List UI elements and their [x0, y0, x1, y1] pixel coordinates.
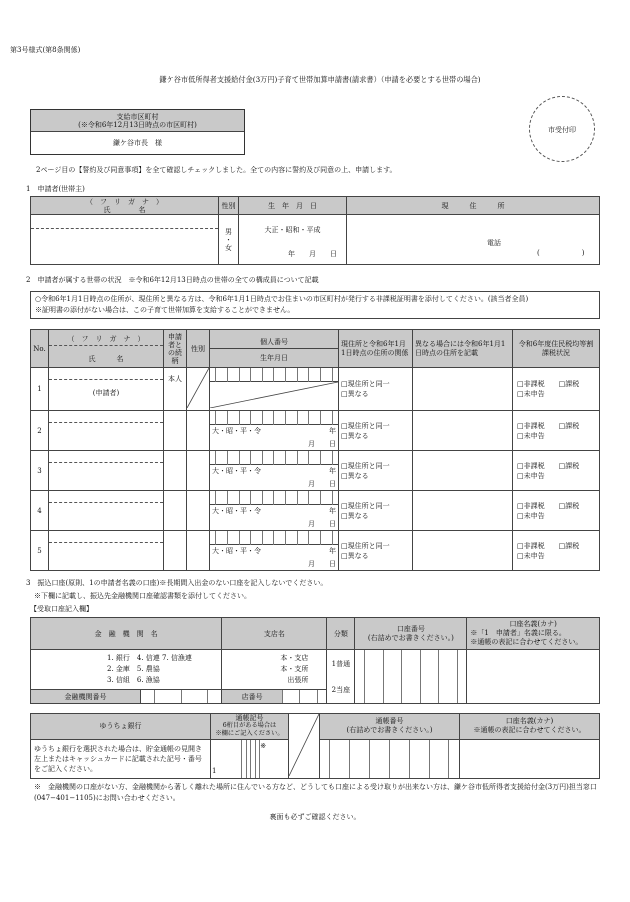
mynumber-boxes[interactable]: [210, 451, 338, 465]
undeclared-checkbox[interactable]: □未申告: [517, 511, 545, 520]
row-addr-field[interactable]: [413, 368, 513, 411]
tax-checkbox[interactable]: □課税: [558, 421, 580, 430]
yucho-note: ゆうちょ銀行を選択された場合は、貯金通帳の見開き左上またはキャッシュカードに記載された記号・番号をご記入ください。: [31, 739, 211, 778]
row-furigana-field[interactable]: [49, 531, 163, 543]
branch-code-box[interactable]: [282, 690, 300, 703]
section2-note1: ○令和6年1月1日時点の住所が、現住所と異なる方は、令和6年1月1日時点でお住まいの市区町村が発行する非課税証明書を添付してください。(該当者全員): [35, 295, 529, 303]
row-birth-eras[interactable]: 大・昭・平・令: [212, 507, 261, 515]
applicant-birth-ymd[interactable]: 年 月 日: [288, 249, 337, 258]
household-table: [30, 329, 600, 571]
type-current[interactable]: 2当座: [331, 685, 351, 694]
col-addr1: 現住所と令和6年1月1日時点の住所の関係: [339, 330, 413, 368]
slash-line: [187, 368, 209, 408]
row-number: 3: [31, 451, 49, 491]
row-gender-field[interactable]: [187, 491, 210, 531]
reception-stamp: 市受付印: [529, 96, 595, 162]
bank-name-header: 金 融 機 関 名: [31, 618, 222, 650]
row-relation: 本人: [164, 368, 187, 411]
table-row: [31, 368, 600, 411]
mynumber-boxes[interactable]: [210, 491, 338, 505]
section3-sub: ※下欄に記載し、振込先金融機関口座確認書類を添付してください。: [34, 592, 251, 600]
row-number: 4: [31, 491, 49, 531]
addr-same-checkbox[interactable]: □現住所と同一: [341, 501, 390, 510]
account-type-field[interactable]: [327, 650, 355, 704]
passbook-number-boxes[interactable]: [320, 740, 459, 778]
row-birth-eras[interactable]: 大・昭・平・令: [212, 467, 261, 475]
yucho-holder-header: 口座名義(カナ): [505, 717, 554, 726]
tax-checkbox[interactable]: □課税: [558, 461, 580, 470]
tax-checkbox[interactable]: □課税: [558, 501, 580, 510]
holder-header: 口座名義(カナ): [509, 620, 557, 628]
row-addr-field[interactable]: [413, 531, 513, 571]
form-number: 第3号様式(第8条関係): [10, 46, 81, 54]
table-row: 2 大・昭・平・令 年 月 日 □現住所と同一 □異なる □非課税 □課税 □未申告: [31, 411, 600, 451]
row-number: 5: [31, 531, 49, 571]
col-no: No.: [31, 330, 49, 368]
bank-table: [30, 617, 600, 704]
addr-diff-checkbox[interactable]: □異なる: [341, 511, 369, 520]
passbook-code-boxes[interactable]: 1 ※: [211, 740, 288, 778]
addr-same-checkbox[interactable]: □現住所と同一: [341, 541, 390, 550]
row-furigana-field[interactable]: [49, 411, 163, 423]
addr-diff-checkbox[interactable]: □異なる: [341, 431, 369, 440]
slash-line: [289, 714, 319, 776]
addr-same-checkbox[interactable]: □現住所と同一: [341, 421, 390, 430]
undeclared-checkbox[interactable]: □未申告: [517, 390, 545, 398]
mynumber-boxes[interactable]: [210, 531, 338, 545]
account-number-boxes[interactable]: [355, 650, 466, 703]
section2-note2: ※証明書の添付がない場合は、この子育て世帯加算を支給することができません。: [35, 306, 295, 314]
applicant-birth-eras[interactable]: 大正・昭和・平成: [264, 225, 321, 234]
back-note: 裏面も必ずご確認ください。: [269, 813, 361, 821]
row-gender-field[interactable]: [187, 531, 210, 571]
row-addr-field[interactable]: [413, 491, 513, 531]
passbook-no-header: 通帳番号: [375, 717, 404, 726]
holder-field[interactable]: [467, 650, 600, 704]
recipient-subheader: (※令和6年12月13日時点の市区町村): [78, 121, 197, 129]
section3-label: 【受取口座記入欄】: [30, 605, 93, 613]
col-birth: 生年月日: [260, 353, 288, 362]
undeclared-checkbox[interactable]: □未申告: [517, 471, 545, 480]
addr-diff-checkbox[interactable]: □異なる: [341, 390, 369, 398]
bank-code-boxes[interactable]: [141, 690, 221, 703]
bank-code-label: 金融機関番号: [31, 690, 141, 704]
row-birth-eras[interactable]: 大・昭・平・令: [212, 427, 261, 435]
undeclared-checkbox[interactable]: □未申告: [517, 431, 545, 440]
nontax-checkbox[interactable]: □非課税: [517, 501, 545, 510]
section3-heading: 3 振込口座(原則、1の申請者名義の口座)※長期間入出金のない口座を記入しないでください。: [26, 579, 328, 587]
row-relation-field[interactable]: [164, 531, 187, 571]
form-title: 鎌ケ谷市低所得者支援給付金(3万円)子育て世帯加算申請書(請求書）（申請を必要とする世帯の場合): [159, 75, 481, 84]
table-row: 5 大・昭・平・令 年 月 日 □現住所と同一 □異なる □非課税 □課税 □未申告: [31, 531, 600, 571]
footer-note: ※ 金融機関の口座がない方、金融機関から著しく離れた場所に住んでいる方など、どうしても口座による受け取りが出来ない方は、鎌ケ谷市低所得者支援給付金(3万円)担当窓口(047−401−1105)にお問い合わせください。: [34, 783, 597, 802]
col-tax: 令和6年度住民税均等割課税状況: [513, 330, 600, 368]
table-row: 3 大・昭・平・令 年 月 日 □現住所と同一 □異なる □非課税 □課税 □未申告: [31, 451, 600, 491]
section2-notes: [30, 291, 600, 319]
phone-field[interactable]: ( ): [537, 249, 585, 257]
row-gender-field[interactable]: [187, 411, 210, 451]
yucho-holder-field[interactable]: [460, 739, 600, 778]
recipient-value: 鎌ケ谷市長 様: [113, 139, 162, 147]
branch-code-label: 店番号: [222, 690, 282, 703]
applicant-furigana-field[interactable]: [31, 215, 218, 229]
col-relation: 申請者との続柄: [164, 330, 187, 368]
addr-diff-checkbox[interactable]: □異なる: [341, 551, 369, 560]
applicant-gender-header: 性別: [219, 197, 239, 215]
col-furigana: （ フ リ ガ ナ ）: [49, 334, 163, 346]
applicant-table: （ フ リ ガ ナ ） 氏 名 性別 生 年 月 日 現 住 所 男 ・ 女 大正・昭和・平成 年 月 日 電話 ( ): [30, 196, 600, 265]
applicant-name-header: 氏 名: [103, 205, 146, 214]
applicant-address-field[interactable]: [347, 215, 600, 265]
nontax-checkbox[interactable]: □非課税: [517, 380, 545, 388]
row-gender-field[interactable]: [187, 451, 210, 491]
holder-sub2: ※通帳の表記に合わせてください。: [470, 638, 583, 646]
row-relation-field[interactable]: [164, 491, 187, 531]
branch-field[interactable]: 本・支店 本・支所 出張所: [222, 650, 327, 690]
table-row: 4 大・昭・平・令 年 月 日 □現住所と同一 □異なる □非課税 □課税 □未申告: [31, 491, 600, 531]
addr-same-checkbox[interactable]: □現住所と同一: [341, 380, 390, 388]
branch-header: 支店名: [222, 618, 327, 650]
col-addr2: 異なる場合には令和6年1月1日時点の住所を記載: [413, 330, 513, 368]
tax-checkbox[interactable]: □課税: [558, 541, 580, 550]
recipient-header: 支給市区町村: [116, 113, 159, 121]
nontax-checkbox[interactable]: □非課税: [517, 421, 545, 430]
type-ordinary[interactable]: 1普通: [331, 659, 351, 668]
gender-female[interactable]: 女: [225, 243, 232, 252]
passbook-no-sub: (右詰めでお書きください。): [346, 726, 433, 735]
row-relation-field[interactable]: [164, 411, 187, 451]
row-applicant-label: (申請者): [92, 389, 120, 397]
section1-heading: 1 申請者(世帯主): [26, 185, 85, 193]
row-number: 2: [31, 411, 49, 451]
acct-no-header: 口座番号: [396, 624, 425, 633]
row-furigana-field[interactable]: [49, 451, 163, 463]
applicant-name-field[interactable]: [31, 229, 218, 263]
mynumber-boxes[interactable]: [210, 411, 338, 425]
yucho-header: ゆうちょ銀行: [31, 714, 211, 740]
nontax-checkbox[interactable]: □非課税: [517, 461, 545, 470]
mynumber-boxes[interactable]: [210, 368, 338, 382]
row-number: 1: [31, 368, 49, 411]
col-mynumber: 個人番号: [210, 335, 338, 349]
row-birth-eras[interactable]: 大・昭・平・令: [212, 547, 261, 555]
agreement-text: 2ページ目の【誓約及び同意事項】を全て確認しチェックしました。全ての内容に誓約及び同意の上、申請します。: [36, 166, 397, 174]
type-header: 分類: [327, 618, 355, 650]
row-furigana-field[interactable]: [49, 491, 163, 503]
yucho-holder-sub: ※通帳の表記に合わせてください。: [473, 726, 586, 735]
slash-line: [210, 382, 338, 408]
applicant-address-header: 現 住 所: [347, 197, 600, 215]
row-addr-field[interactable]: [413, 411, 513, 451]
bank-name-field[interactable]: 1. 銀行 4. 信連 7. 信漁連 2. 金庫 5. 農協 3. 信組 6. 漁協: [31, 650, 222, 690]
gender-male[interactable]: 男: [225, 227, 232, 236]
row-furigana-field[interactable]: [49, 368, 163, 380]
row-addr-field[interactable]: [413, 451, 513, 491]
applicant-birth-header: 生 年 月 日: [239, 197, 347, 215]
addr-diff-checkbox[interactable]: □異なる: [341, 471, 369, 480]
row-relation-field[interactable]: [164, 451, 187, 491]
yucho-table: ゆうちょ銀行 通帳記号 6桁目がある場合は ※欄にご記入ください。 通帳番号 (右詰めでお書きください。) 口座名義(カナ) ※通帳の表記に合わせてください。 ゆうちょ銀行を選択された場合は、貯金通帳の見開き左上またはキャッシュカードに記載された記号・番号をご記入ください。 1 ※: [30, 713, 600, 779]
col-gender: 性別: [187, 330, 210, 368]
nontax-checkbox[interactable]: □非課税: [517, 541, 545, 550]
holder-sub1: ※「1 申請者」名義に限る。: [470, 629, 566, 637]
col-name: 氏 名: [88, 354, 124, 363]
acct-no-sub: (右詰めでお書きください。): [367, 633, 454, 642]
section2-heading: 2 申請者が属する世帯の状況 ※令和6年12月13日時点の世帯の全ての構成員について記載: [26, 276, 319, 284]
undeclared-checkbox[interactable]: □未申告: [517, 551, 545, 560]
phone-label: 電話: [487, 239, 501, 247]
addr-same-checkbox[interactable]: □現住所と同一: [341, 461, 390, 470]
tax-checkbox[interactable]: □課税: [558, 380, 580, 388]
passbook-code-header: 通帳記号: [235, 714, 264, 723]
applicant-furigana-header: （ フ リ ガ ナ ）: [86, 197, 163, 206]
recipient-box: [30, 109, 245, 155]
